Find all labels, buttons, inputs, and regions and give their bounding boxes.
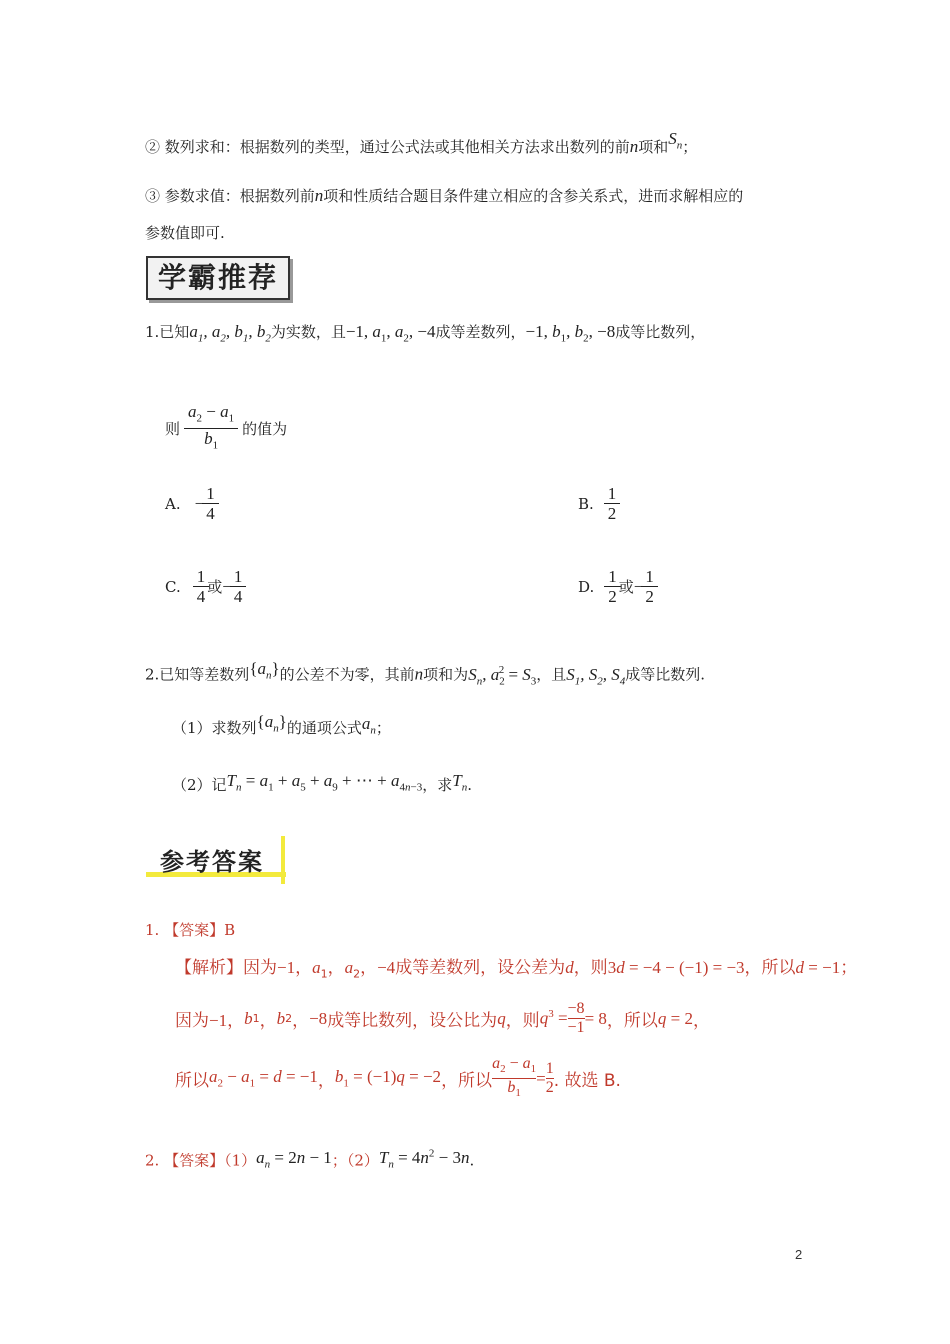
- q2-sub2b: ，求: [422, 776, 453, 794]
- section-banner-answer: [146, 836, 286, 884]
- option-d[interactable]: D. $\frac{1}{2}$ 或 − $\frac{1}{2}$: [578, 567, 656, 606]
- q2-sub2: （2）记: [172, 776, 227, 794]
- question-1-expr: [165, 402, 287, 456]
- step2-n: n: [629, 137, 639, 156]
- a1-l2-b: 成等比数列，设公比为: [327, 1011, 498, 1031]
- banner-recommend-text: 学霸推荐: [157, 261, 278, 294]
- method-step-3-cont: [145, 223, 225, 243]
- a1-q3-fraction: $\frac{-8}{-1}$: [567, 1000, 585, 1036]
- section-banner-recommend: [146, 256, 290, 300]
- a1-l1-b: 成等差数列，设公差为: [395, 958, 566, 978]
- q2-Sn: $S_n$: [468, 664, 483, 688]
- option-a-label: A.: [165, 494, 181, 513]
- option-d-value-2: $\frac{1}{2}$: [643, 567, 656, 606]
- a1-l1-d: ，所以: [744, 958, 796, 978]
- step3-n: n: [314, 186, 324, 205]
- option-c-or: 或: [207, 577, 223, 596]
- q2-sub2c: .: [467, 776, 472, 794]
- option-b-label: B.: [578, 494, 594, 513]
- q1-geo-seq: −1, $b_1$, $b_2$, −8: [525, 322, 616, 345]
- q1-mid2: 成等差数列，: [435, 323, 526, 341]
- q2-mid2: 项和为: [423, 665, 469, 684]
- banner-answer-text: 参考答案: [160, 847, 264, 876]
- q2-mid1: 的公差不为零，其前: [279, 665, 415, 684]
- option-c[interactable]: C. $\frac{1}{4}$ 或 − $\frac{1}{4}$: [165, 567, 244, 606]
- a1-l3-a: 所以: [175, 1071, 209, 1092]
- a1-l1-a: 【解析】因为: [175, 958, 277, 978]
- q2-S-terms: $S_1$, $S_2$, $S_4$: [566, 664, 626, 688]
- step3-text-c: 参数值即可.: [145, 224, 225, 242]
- option-a[interactable]: A. − $\frac{1}{4}$: [165, 484, 217, 523]
- option-b-value: $\frac{1}{2}$: [606, 484, 619, 523]
- step3-text-a: ③ 参数求值：根据数列前: [145, 187, 315, 205]
- q1-mid3: 成等比数列，: [615, 323, 706, 341]
- a1-result-fraction: $\frac{a_2 - a_1}{b_1}$: [492, 1055, 536, 1102]
- q1-tail: 的值为: [242, 419, 288, 438]
- method-step-2: [145, 129, 698, 163]
- a2-head: 2. 【答案】（1）: [145, 1151, 257, 1170]
- question-1: [145, 322, 705, 348]
- a2-formula-2: $T_n = 4n^2 - 3n$: [378, 1147, 470, 1171]
- a1-l2-a: 因为: [175, 1011, 209, 1031]
- q1-mid1: 为实数，且: [270, 323, 346, 341]
- q2-seq-an: $\{a_n\}$: [249, 658, 280, 682]
- q2-condition: , $a_2^2 = S_3$: [482, 664, 537, 688]
- question-2-part-2: （2）记$T_n = a_1 + a_5 + a_9$ + ⋯ + $a_{4n-3}$，求$T_n$.: [172, 771, 472, 794]
- q2-n: n: [414, 664, 424, 684]
- q1-ze: 则: [165, 419, 181, 438]
- option-b[interactable]: [578, 484, 618, 523]
- option-c-value-2: $\frac{1}{4}$: [232, 567, 245, 606]
- step2-mid: 项和: [638, 138, 669, 156]
- option-a-value: $\frac{1}{4}$: [204, 484, 217, 523]
- a1-l2-c: ，则: [505, 1011, 540, 1031]
- a2-mid: ；（2）: [331, 1151, 379, 1170]
- answer-2: [145, 1146, 474, 1177]
- a1-result-value: $\frac{1}{2}$: [545, 1060, 554, 1097]
- option-d-label: D.: [578, 577, 595, 596]
- q2-sub1c: ；: [375, 719, 391, 737]
- q2-Tn-def: $T_n = a_1 + a_5 + a_9$ + ⋯ + $a_{4n-3}$: [226, 771, 423, 794]
- option-d-or: 或: [618, 577, 634, 596]
- question-2-part-1: （1）求数列$\{a_n\}$的通项公式$a_n$；: [172, 712, 391, 737]
- method-step-3: [145, 186, 743, 206]
- a1-l1-c: ，则: [573, 958, 608, 978]
- step2-end: ；: [682, 138, 698, 156]
- q2-mid4: 成等比数列.: [625, 665, 706, 684]
- answer-1-line-3: 所以 $a_2 - a_1 = d = -1$ ， $b_1 = (-1)q = -2$ ，所以 $\frac{a_2 - a_1}{b_1}$ = $\frac{1}{2}$ . 故选 B.: [175, 1055, 621, 1102]
- q1-prefix: 1.已知: [145, 323, 190, 341]
- q2-sub1b: 的通项公式: [286, 719, 362, 737]
- a1-l2-d: ，所以: [606, 1011, 658, 1031]
- q2-prefix: 2.已知等差数列: [145, 665, 250, 684]
- option-c-value-1: $\frac{1}{4}$: [195, 567, 208, 606]
- a2-end: .: [469, 1151, 475, 1170]
- q1-fraction: $\frac{a_2 - a_1}{b_1}$: [186, 402, 236, 456]
- q2-mid3: ，且: [536, 665, 567, 684]
- a2-formula-1: $a_n = 2n - 1$: [256, 1147, 332, 1171]
- a1-l3-b: ，所以: [441, 1071, 493, 1092]
- q1-arith-seq: −1, $a_1$, $a_2$, −4: [345, 322, 436, 345]
- a1-l3-c: . 故选 B.: [553, 1071, 621, 1092]
- question-2: [145, 660, 705, 691]
- step2-Sn: $S_n$: [668, 129, 683, 152]
- a1-head-text: 1. 【答案】B: [145, 921, 236, 939]
- q2-sub1: （1）求数列: [172, 719, 257, 737]
- answer-1-line-1: 【解析】因为−1，$a_1$，$a_2$，−4成等差数列，设公差为d，则3d = −4 − (−1) = −3，所以d = −1；: [175, 958, 858, 981]
- answer-1-line-2: 因为 −1， b 1 ， b 2 ， −8 成等比数列，设公比为 q ，则 $q^3$ = $\frac{-8}{-1}$ = 8 ，所以 q = 2 ，: [175, 1000, 710, 1036]
- page-number: 2: [795, 1247, 803, 1262]
- step2-text: ② 数列求和：根据数列的类型，通过公式法或其他相关方法求出数列的前: [145, 138, 630, 156]
- answer-1-head: [145, 920, 235, 940]
- step3-text-b: 项和性质结合题目条件建立相应的含参关系式，进而求解相应的: [323, 187, 744, 205]
- option-c-label: C.: [165, 577, 181, 596]
- option-d-value-1: $\frac{1}{2}$: [606, 567, 619, 606]
- q1-vars: $a_1$, $a_2$, $b_1$, $b_2$: [189, 322, 271, 345]
